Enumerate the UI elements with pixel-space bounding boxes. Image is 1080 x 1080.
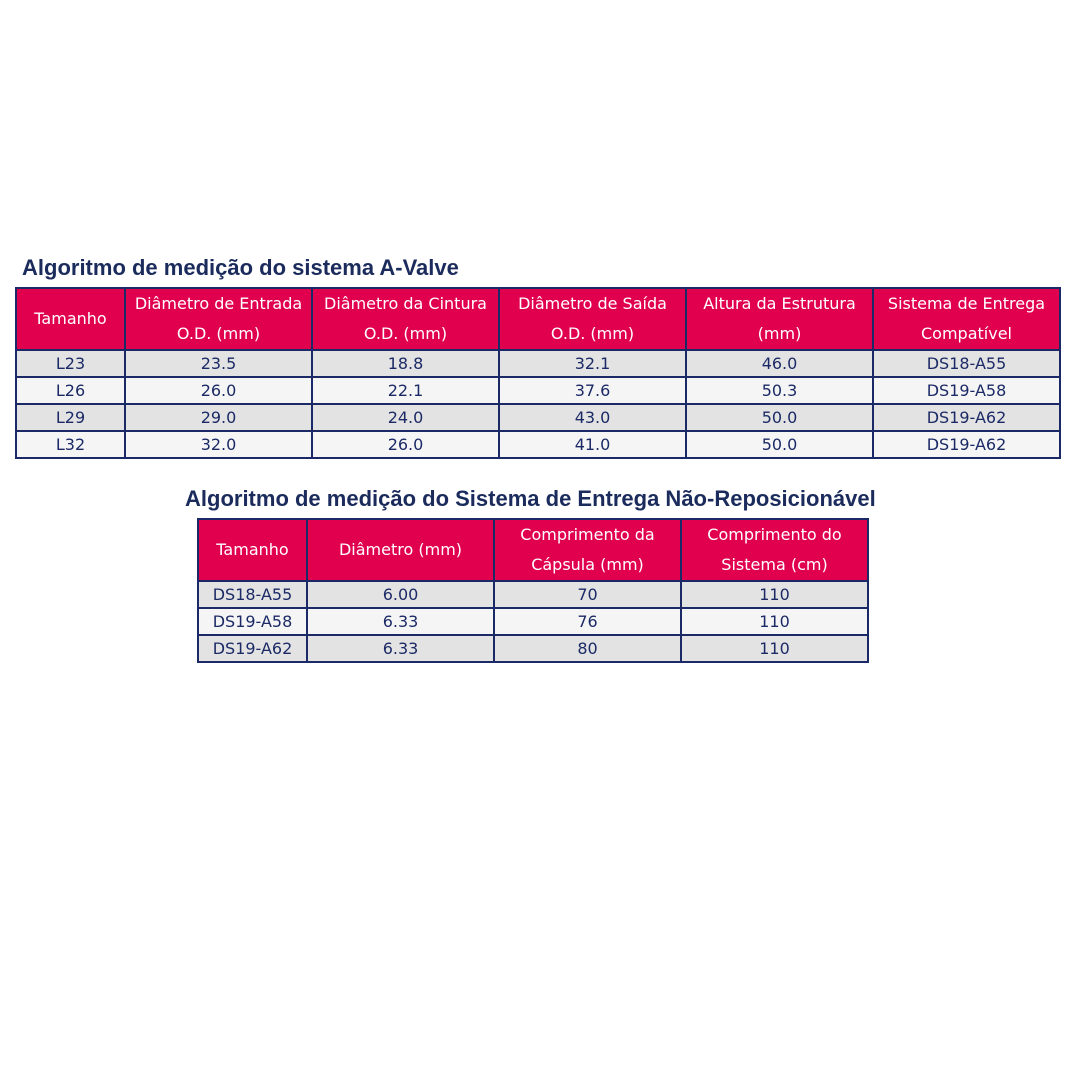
- column-header-diametro: Diâmetro (mm): [307, 519, 494, 581]
- column-header-diametro-saida: Diâmetro de Saída O.D. (mm): [499, 288, 686, 350]
- table-cell: DS18-A55: [198, 581, 307, 608]
- delivery-system-measurement-table: [197, 518, 869, 663]
- table-cell: 70: [494, 581, 681, 608]
- table-cell: 43.0: [499, 404, 686, 431]
- table-cell: 76: [494, 608, 681, 635]
- a-valve-measurement-table: [15, 287, 1061, 459]
- column-header-tamanho: Tamanho: [16, 288, 125, 350]
- column-header-comprimento-capsula: Comprimento da Cápsula (mm): [494, 519, 681, 581]
- table-header-row: [16, 288, 1060, 350]
- table-row: [16, 431, 1060, 458]
- table-cell: 110: [681, 581, 868, 608]
- column-header-sistema-entrega: Sistema de Entrega Compatível: [873, 288, 1060, 350]
- table-cell: 50.3: [686, 377, 873, 404]
- table-cell: 26.0: [125, 377, 312, 404]
- table-cell: 50.0: [686, 404, 873, 431]
- table-cell: L29: [16, 404, 125, 431]
- table-cell: 22.1: [312, 377, 499, 404]
- column-header-tamanho: Tamanho: [198, 519, 307, 581]
- table-cell: 6.00: [307, 581, 494, 608]
- column-header-diametro-entrada: Diâmetro de Entrada O.D. (mm): [125, 288, 312, 350]
- table-row: [16, 350, 1060, 377]
- table-cell: 46.0: [686, 350, 873, 377]
- section-title-a-valve: Algoritmo de medição do sistema A-Valve: [22, 255, 459, 280]
- table-header-row: [198, 519, 868, 581]
- table-cell: 6.33: [307, 608, 494, 635]
- table-cell: 110: [681, 608, 868, 635]
- table-cell: 29.0: [125, 404, 312, 431]
- table-cell: L32: [16, 431, 125, 458]
- table-cell: 26.0: [312, 431, 499, 458]
- table-row: [198, 635, 868, 662]
- table-cell: 6.33: [307, 635, 494, 662]
- table-cell: 50.0: [686, 431, 873, 458]
- table-cell: 37.6: [499, 377, 686, 404]
- table-row: [16, 404, 1060, 431]
- table-cell: DS19-A58: [873, 377, 1060, 404]
- table-cell: 24.0: [312, 404, 499, 431]
- table-cell: DS19-A62: [873, 404, 1060, 431]
- section-title-delivery-system: Algoritmo de medição do Sistema de Entrega Não-Reposicionável: [185, 486, 876, 511]
- table-cell: 32.0: [125, 431, 312, 458]
- table-cell: 23.5: [125, 350, 312, 377]
- column-header-altura-estrutura: Altura da Estrutura (mm): [686, 288, 873, 350]
- table-cell: L23: [16, 350, 125, 377]
- table-cell: DS19-A58: [198, 608, 307, 635]
- table-cell: 18.8: [312, 350, 499, 377]
- table-cell: DS19-A62: [873, 431, 1060, 458]
- column-header-comprimento-sistema: Comprimento do Sistema (cm): [681, 519, 868, 581]
- table-cell: 41.0: [499, 431, 686, 458]
- table-row: [16, 377, 1060, 404]
- table-cell: 80: [494, 635, 681, 662]
- table-row: [198, 608, 868, 635]
- table-cell: DS18-A55: [873, 350, 1060, 377]
- table-cell: DS19-A62: [198, 635, 307, 662]
- table-cell: L26: [16, 377, 125, 404]
- table-cell: 110: [681, 635, 868, 662]
- table-row: [198, 581, 868, 608]
- table-cell: 32.1: [499, 350, 686, 377]
- column-header-diametro-cintura: Diâmetro da Cintura O.D. (mm): [312, 288, 499, 350]
